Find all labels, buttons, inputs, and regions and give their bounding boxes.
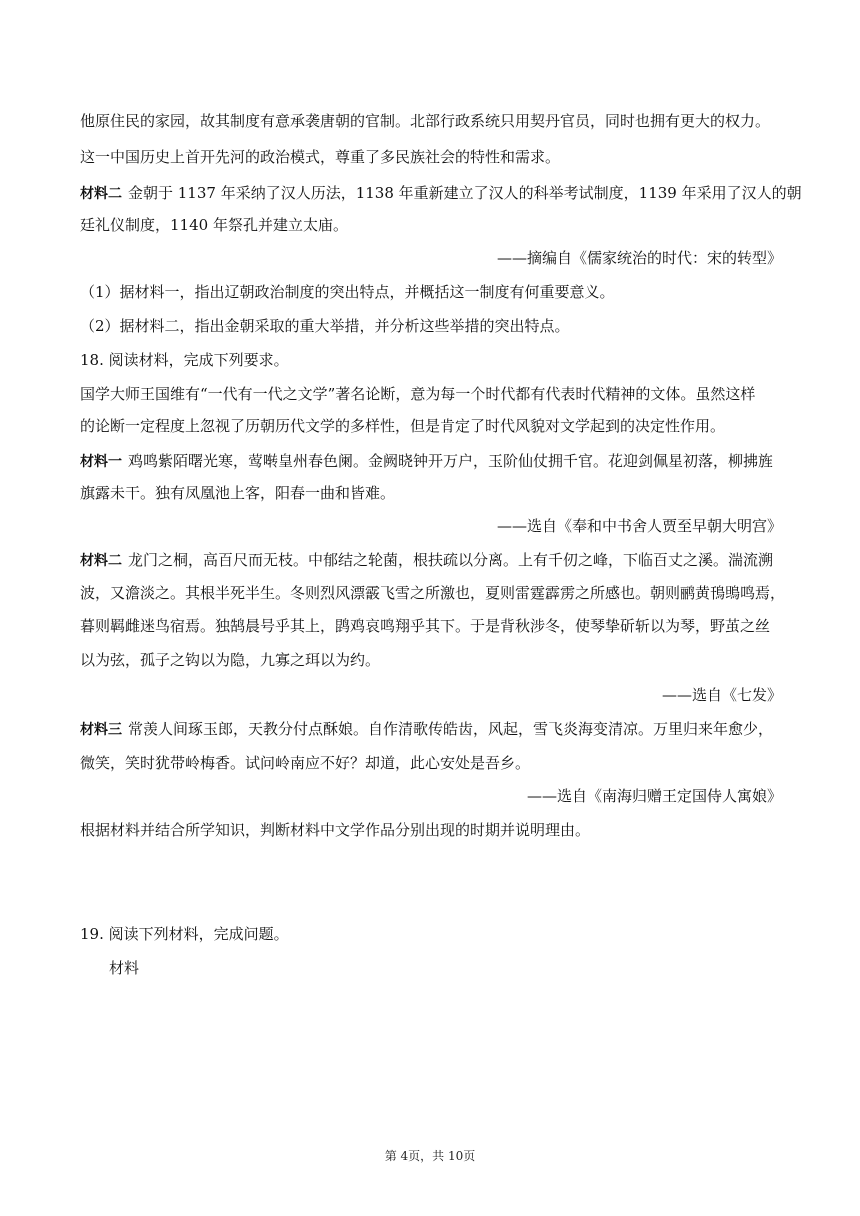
material-2-line xyxy=(80,183,802,204)
question-18-intro: 国学大师王国维有“一代有一代之文学”著名论断，意为每一个时代都有代表时代精神的文体。虽然这样 xyxy=(80,385,756,403)
material-3-line: 微笑，笑时犹带岭梅香。试问岭南应不好？却道，此心安处是吾乡。 xyxy=(80,754,531,772)
material-2-line: 以为弦，孤子之钩以为隐，九寡之珥以为约。 xyxy=(80,651,381,669)
material-2-line: 暮则羁雌迷鸟宿焉。独鹄晨号乎其上，鹍鸡哀鸣翔乎其下。于是背秋涉冬，使琴挚斫斩以为琴，野茧之丝 xyxy=(80,617,771,635)
material-text: 龙门之桐，高百尺而无枝。中郁结之轮菌，根扶疏以分离。上有千仞之峰，下临百丈之溪。湍流溯 xyxy=(128,551,774,569)
material-3-line xyxy=(80,719,782,740)
source-citation: ——选自《奉和中书舍人贾至早朝大明宫》 xyxy=(496,517,782,535)
material-text: 金朝于 1137 年采纳了汉人历法，1138 年重新建立了汉人的科举考试制度，1139 年采用了汉人的朝 xyxy=(128,184,802,202)
question-19-material: 材料 xyxy=(109,959,140,977)
material-label: 材料一 xyxy=(80,454,122,470)
question-1: （1）据材料一，指出辽朝政治制度的突出特点，并概括这一制度有何重要意义。 xyxy=(80,283,615,301)
material-label: 材料二 xyxy=(80,186,122,202)
question-18-intro: 的论断一定程度上忽视了历朝历代文学的多样性，但是肯定了时代风貌对文学起到的决定性作用。 xyxy=(80,417,726,435)
material-1-line xyxy=(80,451,782,472)
page-number: 第 4页，共 10页 xyxy=(384,1149,476,1163)
question-2: （2）据材料二，指出金朝采取的重大举措，并分析这些举措的突出特点。 xyxy=(80,317,570,335)
material-text: 鸡鸣紫陌曙光寒，莺啭皇州春色阑。金阙晓钟开万户，玉阶仙仗拥千官。花迎剑佩星初落，柳拂旌 xyxy=(128,452,774,470)
material-2-line: 波，又澹淡之。其根半死半生。冬则烈风漂霰飞雪之所激也，夏则雷霆霹雳之所感也。朝则鹂黄鳱鴠鸣焉， xyxy=(80,584,786,602)
material-1-line: 旗露未干。独有凤凰池上客，阳春一曲和皆难。 xyxy=(80,484,396,502)
source-citation: ——摘编自《儒家统治的时代：宋的转型》 xyxy=(496,249,782,267)
paragraph-line: 他原住民的家园，故其制度有意承袭唐朝的官制。北部行政系统只用契丹官员，同时也拥有更大的权力。 xyxy=(80,112,771,130)
material-text: 常羡人间琢玉郎，天教分付点酥娘。自作清歌传皓齿，风起，雪飞炎海变清凉。万里归来年愈少， xyxy=(128,720,774,738)
source-citation: ——选自《七发》 xyxy=(661,686,782,704)
question-18-task: 根据材料并结合所学知识，判断材料中文学作品分别出现的时期并说明理由。 xyxy=(80,821,591,839)
material-2-line: 廷礼仪制度，1140 年祭孔并建立太庙。 xyxy=(80,216,348,234)
material-2-line xyxy=(80,550,782,571)
question-19-title: 19. 阅读下列材料，完成问题。 xyxy=(80,925,289,943)
material-label: 材料二 xyxy=(80,553,122,569)
material-label: 材料三 xyxy=(80,722,122,738)
paragraph-line: 这一中国历史上首开先河的政治模式，尊重了多民族社会的特性和需求。 xyxy=(80,148,561,166)
source-citation: ——选自《南海归赠王定国侍人寓娘》 xyxy=(526,787,782,805)
question-18-title: 18. 阅读材料，完成下列要求。 xyxy=(80,351,289,369)
